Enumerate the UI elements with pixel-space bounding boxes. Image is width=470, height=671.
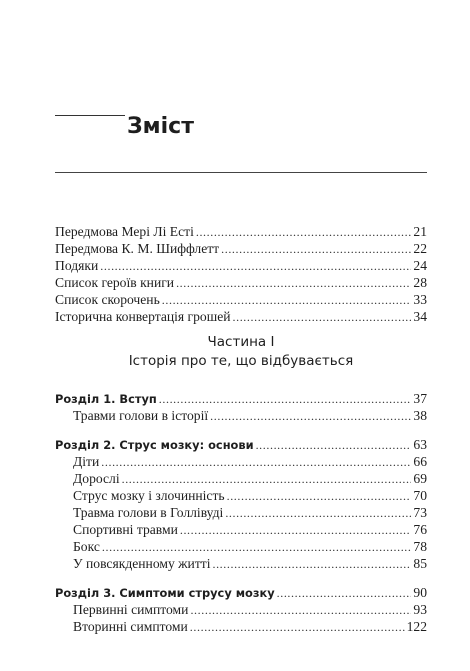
toc-section-label: Розділ 3. Симптоми струсу мозку [55, 586, 275, 600]
toc-subentry[interactable] [73, 538, 427, 556]
toc-subentry[interactable] [73, 555, 427, 573]
toc-subentry-page: 69 [413, 471, 427, 486]
toc-subentry-label: Діти [73, 454, 100, 469]
dot-leader [176, 274, 411, 292]
dot-leader [190, 618, 405, 636]
toc-entry[interactable] [55, 308, 427, 326]
dot-leader [212, 555, 411, 573]
toc-subentry-page: 38 [413, 408, 427, 423]
toc-section-page: 90 [413, 585, 427, 600]
toc-entry-page: 34 [413, 309, 427, 324]
dot-leader [233, 308, 412, 326]
toc-subentry-page: 78 [413, 539, 427, 554]
toc-subentry-page: 85 [413, 556, 427, 571]
toc-entry-label: Передмова Мері Лі Есті [55, 224, 194, 239]
toc-entry-label: Список скорочень [55, 292, 160, 307]
dot-leader [196, 223, 412, 241]
toc-section-heading[interactable] [55, 584, 427, 602]
part-subtitle: Історія про те, що відбувається [128, 353, 354, 369]
part-title: Частина I [207, 334, 275, 350]
toc-subentry-page: 66 [413, 454, 427, 469]
toc-subentry[interactable] [73, 618, 427, 636]
dot-leader [221, 240, 411, 258]
toc-subentry[interactable] [73, 453, 427, 471]
dot-leader [190, 601, 411, 619]
title-divider [55, 172, 427, 173]
toc-subentry-label: Дорослі [73, 471, 120, 486]
dot-leader [277, 584, 412, 602]
toc-subentry[interactable] [73, 487, 427, 505]
toc-subentry-label: У повсякденному житті [73, 556, 211, 571]
toc-subentry[interactable] [73, 601, 427, 619]
toc-subentry-page: 76 [413, 522, 427, 537]
toc-subentry[interactable] [73, 407, 427, 425]
dot-leader [180, 521, 412, 539]
toc-subentry-label: Травми голови в історії [73, 408, 209, 423]
toc-subentry[interactable] [73, 504, 427, 522]
dot-leader [210, 407, 411, 425]
toc-entry-page: 33 [413, 292, 427, 307]
toc-section-label: Розділ 1. Вступ [55, 392, 157, 406]
toc-subentry-label: Первинні симптоми [73, 602, 189, 617]
toc-entry-page: 21 [413, 224, 427, 239]
dot-leader [122, 470, 412, 488]
toc-section-heading[interactable] [55, 436, 427, 454]
toc-entry-page: 24 [413, 258, 427, 273]
toc-entry-label: Список героїв книги [55, 275, 175, 290]
toc-entry-page: 22 [413, 241, 427, 256]
toc-subentry-page: 93 [413, 602, 427, 617]
toc-section-label: Розділ 2. Струс мозку: основи [55, 438, 254, 452]
toc-entry[interactable] [55, 223, 427, 241]
toc-section-page: 37 [413, 391, 427, 406]
toc-entry[interactable] [55, 291, 427, 309]
toc-subentry[interactable] [73, 470, 427, 488]
toc-subentry-page: 122 [406, 619, 427, 634]
toc-subentry-label: Струс мозку і злочинність [73, 488, 225, 503]
page-title: Зміст [127, 114, 194, 139]
dot-leader [159, 390, 412, 408]
toc-subentry-label: Вторинні симптоми [73, 619, 188, 634]
toc-entry[interactable] [55, 274, 427, 292]
dot-leader [256, 436, 412, 454]
dot-leader [225, 504, 411, 522]
dot-leader [102, 538, 412, 556]
toc-entry-page: 28 [413, 275, 427, 290]
dot-leader [100, 257, 411, 275]
toc-entry-label: Подяки [55, 258, 99, 273]
toc-subentry[interactable] [73, 521, 427, 539]
toc-subentry-page: 73 [413, 505, 427, 520]
title-rule [55, 115, 125, 116]
dot-leader [162, 291, 412, 309]
dot-leader [227, 487, 412, 505]
toc-subentry-page: 70 [413, 488, 427, 503]
toc-entry[interactable] [55, 257, 427, 275]
toc-subentry-label: Бокс [73, 539, 100, 554]
toc-entry[interactable] [55, 240, 427, 258]
toc-subentry-label: Травма голови в Голлівуді [73, 505, 224, 520]
dot-leader [101, 453, 411, 471]
toc-section-page: 63 [413, 437, 427, 452]
toc-subentry-label: Спортивні травми [73, 522, 178, 537]
toc-entry-label: Передмова К. М. Шиффлетт [55, 241, 220, 256]
toc-section-heading[interactable] [55, 390, 427, 408]
toc-entry-label: Історична конвертація грошей [55, 309, 231, 324]
